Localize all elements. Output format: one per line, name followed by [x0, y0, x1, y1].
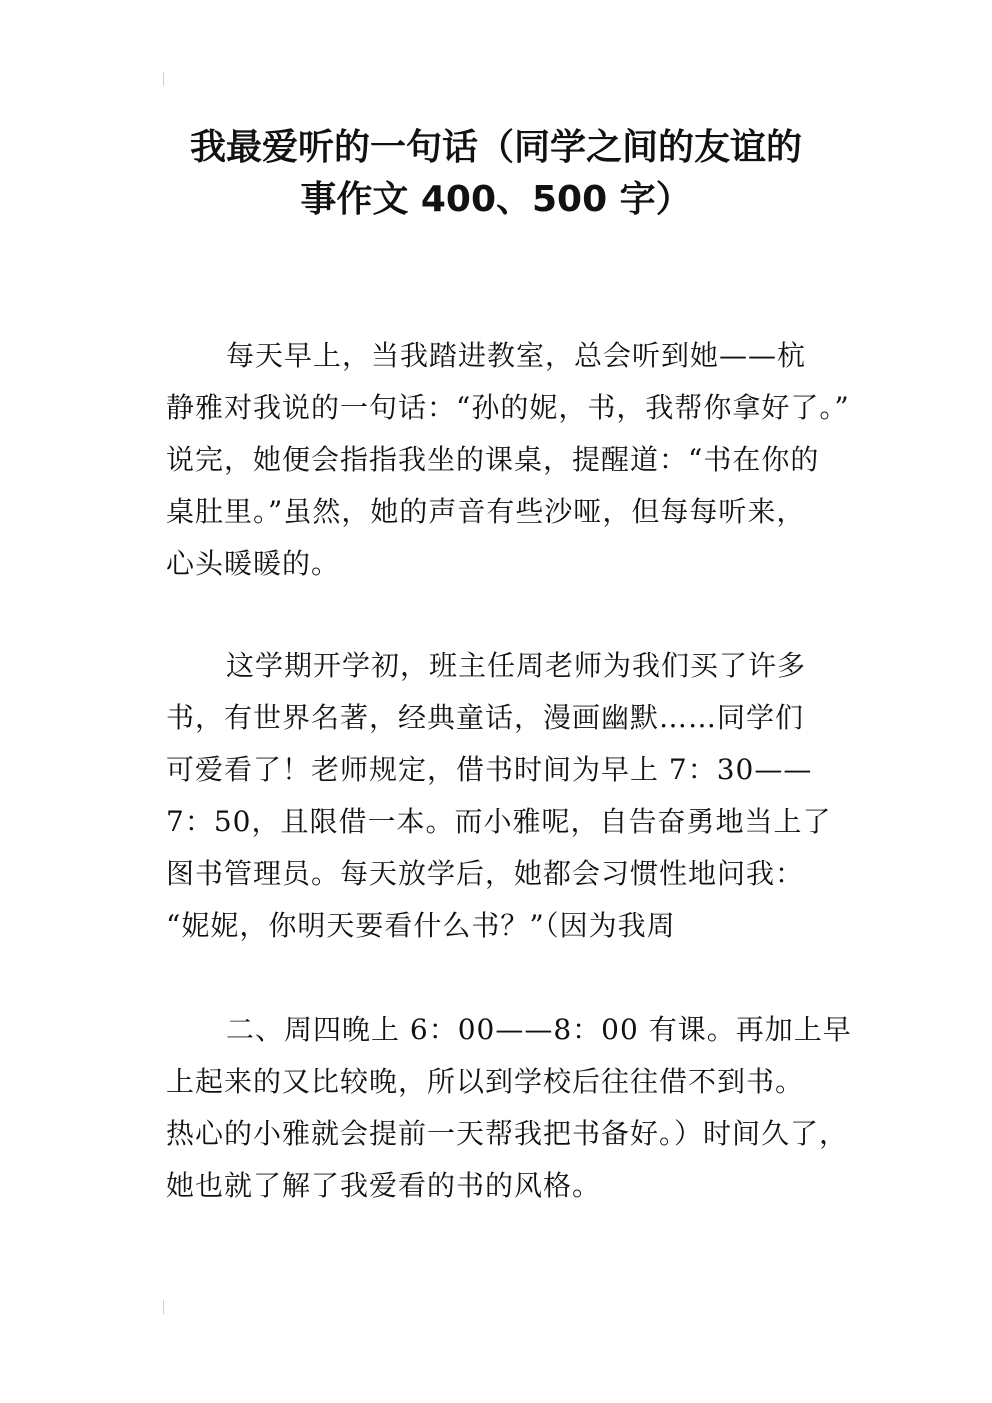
text-line: 桌肚里。”虽然，她的声音有些沙哑，但每每听来，: [166, 495, 806, 528]
text-line: 心头暖暖的。: [166, 547, 341, 580]
text-line: 二、周四晚上 6：00——8：00 有课。再加上早: [226, 1013, 852, 1046]
title-line: 我最爱听的一句话（同学之间的友谊的: [189, 127, 802, 168]
text-line: 说完，她便会指指我坐的课桌，提醒道：“书在你的: [166, 443, 820, 476]
text-line: 她也就了解了我爱看的书的风格。: [166, 1169, 602, 1202]
paragraph-3: [166, 1004, 856, 1212]
page-corner-mark-bottom: [163, 1300, 164, 1314]
text-line: 静雅对我说的一句话：“孙的妮，书，我帮你拿好了。”: [166, 391, 850, 424]
text-line: 书，有世界名著，经典童话，漫画幽默……同学们: [166, 701, 805, 734]
text-line: 图书管理员。每天放学后，她都会习惯性地问我：: [166, 857, 805, 890]
text-line: 7：50，且限借一本。而小雅呢，自告奋勇地当上了: [166, 805, 832, 838]
document-title: [120, 122, 872, 226]
paragraph-2: [166, 640, 856, 952]
text-line: “妮妮，你明天要看什么书？”（因为我周: [166, 909, 676, 942]
text-line: 每天早上，当我踏进教室，总会听到她——杭: [226, 339, 807, 372]
text-line: 热心的小雅就会提前一天帮我把书备好。）时间久了，: [166, 1117, 849, 1150]
paragraph-1: [166, 330, 856, 590]
text-line: 这学期开学初，班主任周老师为我们买了许多: [226, 649, 807, 682]
title-line: 事作文 400、500 字）: [300, 179, 692, 220]
text-line: 可爱看了！老师规定，借书时间为早上 7：30——: [166, 753, 813, 786]
page-corner-mark-top: [163, 72, 164, 86]
text-line: 上起来的又比较晚，所以到学校后往往借不到书。: [166, 1065, 805, 1098]
